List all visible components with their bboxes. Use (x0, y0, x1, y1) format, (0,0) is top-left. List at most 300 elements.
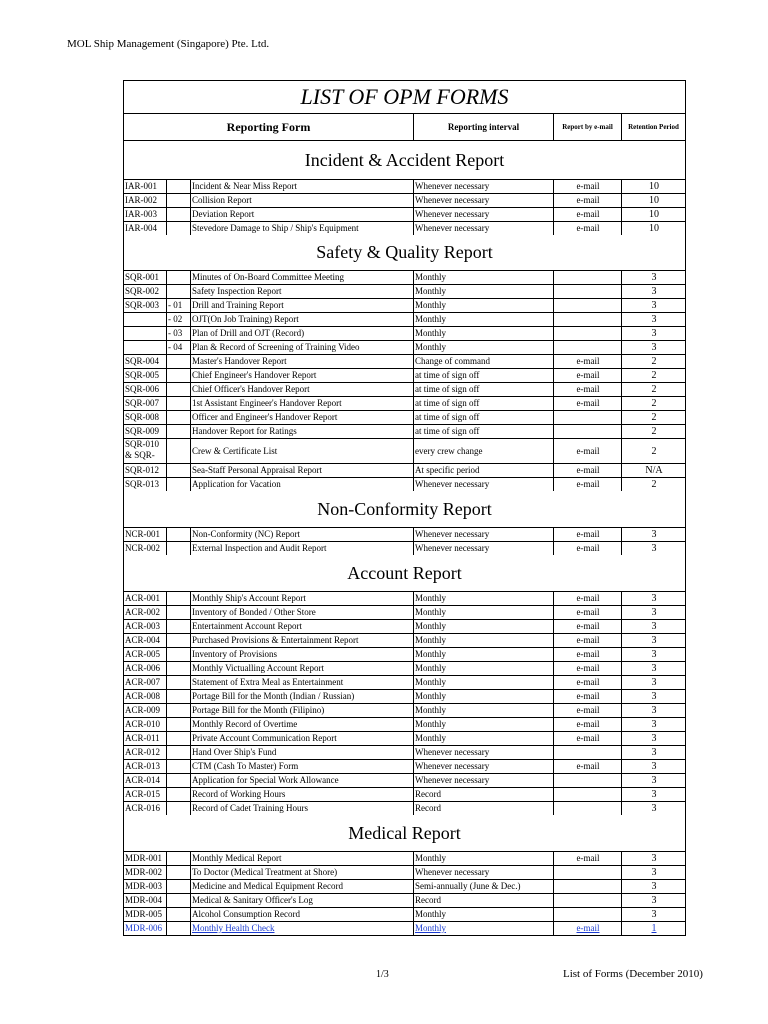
document-footer: List of Forms (December 2010) (563, 968, 703, 980)
email-flag (554, 802, 622, 815)
reporting-interval: Monthly (414, 299, 554, 312)
form-name: Private Account Communication Report (191, 732, 414, 745)
table-row (124, 746, 685, 760)
form-name: Chief Engineer's Handover Report (191, 369, 414, 382)
form-code: ACR-008 (124, 690, 167, 703)
table-row (124, 866, 685, 880)
form-subcode (167, 464, 191, 477)
retention-period: 3 (651, 635, 657, 646)
table-row (124, 299, 685, 313)
retention-period: 3 (651, 775, 657, 786)
email-flag (554, 299, 622, 312)
retention-period: 3 (651, 867, 657, 878)
form-code: ACR-006 (124, 662, 167, 675)
retention-period: 2 (651, 384, 657, 395)
form-code: MDR-002 (124, 866, 167, 879)
form-name: Medicine and Medical Equipment Record (191, 880, 414, 893)
reporting-interval: Monthly (414, 341, 554, 354)
form-name: Inventory of Bonded / Other Store (191, 606, 414, 619)
email-flag (554, 894, 622, 907)
retention-period: 3 (651, 733, 657, 744)
form-subcode (167, 760, 191, 773)
form-subcode (167, 718, 191, 731)
email-flag: e-mail (554, 383, 622, 396)
retention-period: 3 (651, 314, 657, 325)
email-flag (554, 788, 622, 801)
table-row (124, 802, 685, 815)
retention-period: N/A (645, 465, 663, 476)
form-code: ACR-009 (124, 704, 167, 717)
retention-period: 3 (651, 649, 657, 660)
form-name: External Inspection and Audit Report (191, 542, 414, 555)
form-name: Non-Conformity (NC) Report (191, 528, 414, 541)
form-name: Monthly Ship's Account Report (191, 592, 414, 605)
email-flag (554, 411, 622, 424)
section-rows (124, 852, 685, 935)
header-report-by-email: Report by e-mail (554, 114, 622, 140)
form-code[interactable]: MDR-006 (124, 922, 167, 935)
reporting-interval: Monthly (414, 908, 554, 921)
form-subcode (167, 439, 191, 463)
reporting-interval: every crew change (414, 439, 554, 463)
form-name: Monthly Medical Report (191, 852, 414, 865)
form-name: Sea-Staff Personal Appraisal Report (191, 464, 414, 477)
retention-period: 3 (651, 543, 657, 554)
form-name: Incident & Near Miss Report (191, 180, 414, 193)
retention-period: 2 (651, 445, 657, 457)
sections-container (124, 141, 685, 935)
email-flag: e-mail (554, 662, 622, 675)
email-flag: e-mail (554, 369, 622, 382)
email-flag: e-mail (554, 852, 622, 865)
form-code: IAR-002 (124, 194, 167, 207)
form-subcode (167, 271, 191, 284)
form-name: Plan of Drill and OJT (Record) (191, 327, 414, 340)
form-name: OJT(On Job Training) Report (191, 313, 414, 326)
reporting-interval: Whenever necessary (414, 760, 554, 773)
reporting-interval[interactable]: Monthly (414, 922, 554, 935)
email-flag: e-mail (554, 592, 622, 605)
retention-period: 3 (651, 328, 657, 339)
email-flag: e-mail (554, 439, 622, 463)
table-row (124, 369, 685, 383)
table-row (124, 313, 685, 327)
reporting-interval: Monthly (414, 606, 554, 619)
form-name: To Doctor (Medical Treatment at Shore) (191, 866, 414, 879)
forms-table (123, 80, 686, 936)
form-code: ACR-001 (124, 592, 167, 605)
form-subcode (167, 528, 191, 541)
retention-period: 3 (651, 909, 657, 920)
email-flag: e-mail (554, 222, 622, 235)
table-row (124, 271, 685, 285)
form-code: ACR-015 (124, 788, 167, 801)
form-subcode: - 01 (167, 299, 191, 312)
email-flag[interactable]: e-mail (554, 922, 622, 935)
table-row (124, 634, 685, 648)
form-subcode (167, 662, 191, 675)
form-subcode (167, 802, 191, 815)
form-subcode (167, 606, 191, 619)
table-header (124, 114, 685, 141)
form-name: Inventory of Provisions (191, 648, 414, 661)
retention-period: 3 (651, 747, 657, 758)
form-code: ACR-012 (124, 746, 167, 759)
reporting-interval: Monthly (414, 620, 554, 633)
table-row (124, 662, 685, 676)
form-name: Stevedore Damage to Ship / Ship's Equipment (191, 222, 414, 235)
reporting-interval: Whenever necessary (414, 208, 554, 221)
retention-period: 2 (651, 356, 657, 367)
form-subcode (167, 285, 191, 298)
form-code: MDR-004 (124, 894, 167, 907)
email-flag (554, 285, 622, 298)
table-row (124, 222, 685, 235)
form-name: Application for Special Work Allowance (191, 774, 414, 787)
retention-period: 3 (651, 789, 657, 800)
form-name: Statement of Extra Meal as Entertainment (191, 676, 414, 689)
email-flag (554, 271, 622, 284)
form-code: SQR-008 (124, 411, 167, 424)
form-code: IAR-004 (124, 222, 167, 235)
table-row (124, 648, 685, 662)
form-code: ACR-014 (124, 774, 167, 787)
reporting-interval: Whenever necessary (414, 180, 554, 193)
table-row (124, 194, 685, 208)
form-code: MDR-005 (124, 908, 167, 921)
reporting-interval: Monthly (414, 285, 554, 298)
retention-period: 10 (649, 223, 659, 234)
retention-period: 10 (649, 195, 659, 206)
reporting-interval: at time of sign off (414, 411, 554, 424)
table-row (124, 397, 685, 411)
section-title: Medical Report (124, 815, 685, 852)
retention-period: 2 (651, 370, 657, 381)
retention-period: 3 (651, 705, 657, 716)
form-subcode: - 04 (167, 341, 191, 354)
email-flag: e-mail (554, 528, 622, 541)
form-name: Record of Working Hours (191, 788, 414, 801)
reporting-interval: Record (414, 894, 554, 907)
form-subcode[interactable] (167, 922, 191, 935)
reporting-interval: Monthly (414, 648, 554, 661)
form-code: SQR-004 (124, 355, 167, 368)
form-name: CTM (Cash To Master) Form (191, 760, 414, 773)
report-section (124, 141, 685, 235)
table-row (124, 355, 685, 369)
reporting-interval: Monthly (414, 676, 554, 689)
reporting-interval: Whenever necessary (414, 746, 554, 759)
table-row (124, 852, 685, 866)
table-row (124, 180, 685, 194)
form-subcode (167, 852, 191, 865)
table-row (124, 606, 685, 620)
form-code (124, 341, 167, 354)
form-subcode (167, 676, 191, 689)
reporting-interval: Whenever necessary (414, 528, 554, 541)
form-subcode (167, 478, 191, 491)
table-row (124, 690, 685, 704)
reporting-interval: Monthly (414, 313, 554, 326)
email-flag: e-mail (554, 732, 622, 745)
table-row (124, 880, 685, 894)
form-subcode (167, 355, 191, 368)
retention-period: 2 (651, 398, 657, 409)
email-flag: e-mail (554, 760, 622, 773)
table-row (124, 908, 685, 922)
retention-period: 3 (651, 691, 657, 702)
table-row (124, 592, 685, 606)
form-code: ACR-016 (124, 802, 167, 815)
retention-period: 2 (651, 412, 657, 423)
section-rows (124, 271, 685, 491)
company-name: MOL Ship Management (Singapore) Pte. Ltd. (67, 38, 270, 50)
reporting-interval: Monthly (414, 732, 554, 745)
section-title: Non-Conformity Report (124, 491, 685, 528)
retention-period: 3 (651, 593, 657, 604)
form-code: SQR-010 & SQR- (124, 439, 167, 463)
form-code: ACR-011 (124, 732, 167, 745)
form-subcode (167, 908, 191, 921)
form-code: SQR-002 (124, 285, 167, 298)
form-name: Master's Handover Report (191, 355, 414, 368)
form-code (124, 313, 167, 326)
email-flag: e-mail (554, 355, 622, 368)
form-name: Crew & Certificate List (191, 439, 414, 463)
form-code: SQR-012 (124, 464, 167, 477)
form-name: Safety Inspection Report (191, 285, 414, 298)
section-title: Incident & Accident Report (124, 141, 685, 180)
email-flag (554, 327, 622, 340)
table-row (124, 620, 685, 634)
form-subcode (167, 369, 191, 382)
form-subcode (167, 788, 191, 801)
reporting-interval: Record (414, 788, 554, 801)
form-subcode (167, 894, 191, 907)
form-subcode: - 02 (167, 313, 191, 326)
section-rows (124, 180, 685, 235)
form-code: SQR-007 (124, 397, 167, 410)
header-reporting-form: Reporting Form (124, 114, 414, 140)
form-name: Entertainment Account Report (191, 620, 414, 633)
form-code: ACR-007 (124, 676, 167, 689)
email-flag: e-mail (554, 676, 622, 689)
retention-period: 10 (649, 181, 659, 192)
form-subcode (167, 732, 191, 745)
form-subcode (167, 180, 191, 193)
form-code: NCR-001 (124, 528, 167, 541)
table-row (124, 528, 685, 542)
form-code: ACR-010 (124, 718, 167, 731)
retention-period: 3 (651, 607, 657, 618)
form-name[interactable]: Monthly Health Check (191, 922, 414, 935)
retention-period: 2 (651, 479, 657, 490)
email-flag (554, 313, 622, 326)
reporting-interval: Monthly (414, 690, 554, 703)
form-subcode (167, 620, 191, 633)
form-subcode (167, 648, 191, 661)
form-subcode (167, 194, 191, 207)
retention-period[interactable]: 1 (651, 923, 657, 934)
table-row (124, 894, 685, 908)
section-title: Account Report (124, 555, 685, 592)
retention-period: 3 (651, 286, 657, 297)
reporting-interval: At specific period (414, 464, 554, 477)
retention-period: 10 (649, 209, 659, 220)
form-name: Officer and Engineer's Handover Report (191, 411, 414, 424)
report-section (124, 815, 685, 935)
form-name: Portage Bill for the Month (Filipino) (191, 704, 414, 717)
form-code: NCR-002 (124, 542, 167, 555)
reporting-interval: Monthly (414, 852, 554, 865)
form-code: IAR-003 (124, 208, 167, 221)
form-subcode (167, 746, 191, 759)
form-code: ACR-004 (124, 634, 167, 647)
table-row (124, 676, 685, 690)
form-code: MDR-001 (124, 852, 167, 865)
retention-period: 3 (651, 853, 657, 864)
table-row (124, 208, 685, 222)
email-flag: e-mail (554, 464, 622, 477)
form-name: Drill and Training Report (191, 299, 414, 312)
table-row (124, 439, 685, 464)
form-subcode (167, 592, 191, 605)
table-row (124, 464, 685, 478)
retention-period: 3 (651, 272, 657, 283)
table-row (124, 327, 685, 341)
reporting-interval: at time of sign off (414, 425, 554, 438)
reporting-interval: at time of sign off (414, 369, 554, 382)
email-flag: e-mail (554, 704, 622, 717)
email-flag (554, 866, 622, 879)
email-flag (554, 880, 622, 893)
reporting-interval: Whenever necessary (414, 542, 554, 555)
retention-period: 3 (651, 719, 657, 730)
form-name: Record of Cadet Training Hours (191, 802, 414, 815)
reporting-interval: at time of sign off (414, 397, 554, 410)
retention-period: 3 (651, 803, 657, 814)
retention-period: 3 (651, 663, 657, 674)
page-title: LIST OF OPM FORMS (124, 81, 685, 114)
email-flag: e-mail (554, 606, 622, 619)
form-name: Application for Vacation (191, 478, 414, 491)
form-subcode (167, 634, 191, 647)
form-name: Portage Bill for the Month (Indian / Russian) (191, 690, 414, 703)
section-rows (124, 528, 685, 555)
form-code (124, 327, 167, 340)
form-code: ACR-003 (124, 620, 167, 633)
table-row (124, 788, 685, 802)
header-retention-period: Retention Period (628, 123, 679, 131)
form-name: Plan & Record of Screening of Training Video (191, 341, 414, 354)
form-subcode (167, 542, 191, 555)
form-name: Hand Over Ship's Fund (191, 746, 414, 759)
page-number: 1/3 (376, 969, 389, 980)
table-row (124, 760, 685, 774)
reporting-interval: Semi-annually (June & Dec.) (414, 880, 554, 893)
form-name: Collision Report (191, 194, 414, 207)
email-flag: e-mail (554, 620, 622, 633)
form-name: Handover Report for Ratings (191, 425, 414, 438)
report-section (124, 235, 685, 491)
reporting-interval: Monthly (414, 704, 554, 717)
section-rows (124, 592, 685, 815)
form-code: SQR-013 (124, 478, 167, 491)
form-code: ACR-002 (124, 606, 167, 619)
form-name: 1st Assistant Engineer's Handover Report (191, 397, 414, 410)
reporting-interval: Monthly (414, 592, 554, 605)
email-flag: e-mail (554, 478, 622, 491)
form-code: SQR-003 (124, 299, 167, 312)
form-subcode (167, 411, 191, 424)
form-subcode (167, 690, 191, 703)
form-code: ACR-005 (124, 648, 167, 661)
form-subcode (167, 866, 191, 879)
form-subcode (167, 774, 191, 787)
form-name: Chief Officer's Handover Report (191, 383, 414, 396)
form-name: Medical & Sanitary Officer's Log (191, 894, 414, 907)
form-name: Monthly Record of Overtime (191, 718, 414, 731)
form-code: SQR-001 (124, 271, 167, 284)
table-row (124, 774, 685, 788)
section-title: Safety & Quality Report (124, 235, 685, 271)
form-code: SQR-005 (124, 369, 167, 382)
reporting-interval: Change of command (414, 355, 554, 368)
retention-period: 3 (651, 529, 657, 540)
form-name: Minutes of On-Board Committee Meeting (191, 271, 414, 284)
email-flag: e-mail (554, 180, 622, 193)
form-code: IAR-001 (124, 180, 167, 193)
form-subcode (167, 383, 191, 396)
reporting-interval: Whenever necessary (414, 774, 554, 787)
email-flag: e-mail (554, 542, 622, 555)
form-subcode (167, 704, 191, 717)
form-subcode (167, 397, 191, 410)
table-row (124, 383, 685, 397)
table-row (124, 704, 685, 718)
table-row[interactable] (124, 922, 685, 935)
reporting-interval: Monthly (414, 327, 554, 340)
retention-period: 3 (651, 300, 657, 311)
form-subcode (167, 880, 191, 893)
email-flag (554, 908, 622, 921)
report-section (124, 491, 685, 555)
retention-period: 3 (651, 677, 657, 688)
form-name: Purchased Provisions & Entertainment Report (191, 634, 414, 647)
reporting-interval: Record (414, 802, 554, 815)
form-subcode: - 03 (167, 327, 191, 340)
table-row (124, 718, 685, 732)
table-row (124, 542, 685, 555)
reporting-interval: Monthly (414, 662, 554, 675)
retention-period: 3 (651, 761, 657, 772)
retention-period: 3 (651, 881, 657, 892)
retention-period: 3 (651, 342, 657, 353)
reporting-interval: Whenever necessary (414, 478, 554, 491)
email-flag: e-mail (554, 648, 622, 661)
table-row (124, 478, 685, 491)
form-subcode (167, 222, 191, 235)
email-flag: e-mail (554, 634, 622, 647)
header-reporting-interval: Reporting interval (414, 114, 554, 140)
email-flag (554, 341, 622, 354)
table-row (124, 425, 685, 439)
reporting-interval: at time of sign off (414, 383, 554, 396)
form-code: SQR-006 (124, 383, 167, 396)
table-row (124, 341, 685, 355)
form-code: SQR-009 (124, 425, 167, 438)
report-section (124, 555, 685, 815)
